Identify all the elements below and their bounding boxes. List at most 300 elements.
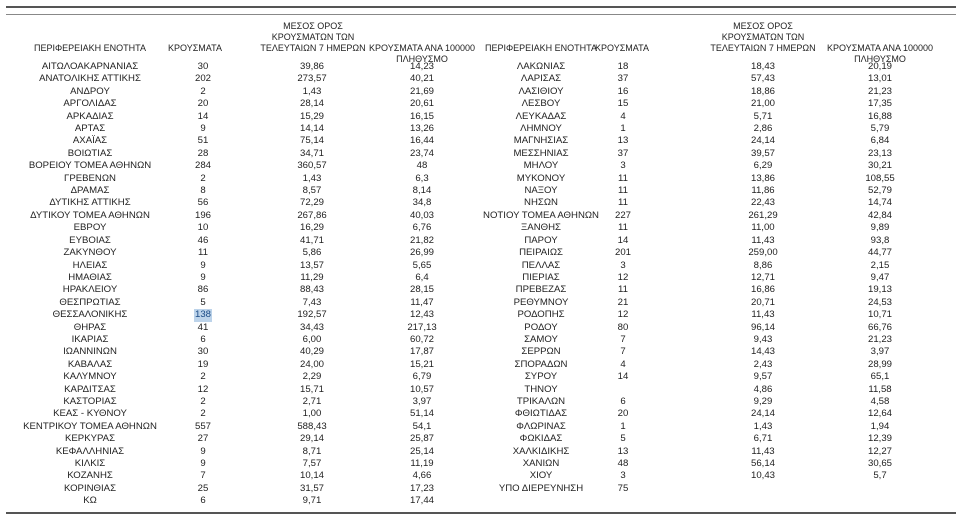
header-avg7-right [708,21,818,54]
header-per100k-line1: ΚΡΟΥΣΜΑΤΑ ΑΝΑ 100000 [369,43,475,53]
cell-region: ΛΑΣΙΘΙΟΥ [518,85,564,97]
cell-avg7: 11,86 [751,185,775,197]
cell-cases: 56 [197,197,209,209]
cell-avg7: 34,71 [299,147,325,159]
cell-region: ΥΠΟ ΔΙΕΡΕΥΝΗΣΗ [498,482,584,494]
header-per100k-line2: ΠΛΗΘΥΣΜΟ [854,54,906,64]
cell-cases: 12 [617,271,629,283]
table-row [480,160,960,172]
cell-per100k: 23,13 [867,147,893,159]
cell-cases: 5 [620,433,626,445]
cell-cases: 19 [197,358,209,370]
cell-cases: 3 [620,259,626,271]
cell-per100k: 21,23 [867,333,893,345]
cell-region: ΜΑΓΝΗΣΙΑΣ [513,135,569,147]
cell-cases: 15 [617,98,629,110]
table-row [480,470,960,482]
cell-per100k: 6,76 [412,222,432,234]
table-row [480,222,960,234]
table-row [480,297,960,309]
cell-per100k: 20,61 [409,98,435,110]
table-row [480,346,960,358]
table-row [480,334,960,346]
table-row [480,433,960,445]
table-row [480,61,960,73]
cell-region: ΝΑΞΟΥ [524,185,558,197]
cell-region: ΤΡΙΚΑΛΩΝ [516,395,566,407]
cell-cases: 48 [617,458,629,469]
cell-cases: 13 [617,135,629,147]
cell-avg7: 40,29 [299,346,325,358]
cell-region: ΛΕΣΒΟΥ [521,98,561,110]
cell-avg7: 34,43 [299,321,325,333]
cell-per100k: 11,19 [410,458,434,469]
cell-per100k: 10,57 [409,383,435,395]
cell-cases: 11 [618,185,628,197]
cell-region: ΙΚΑΡΙΑΣ [71,333,109,345]
table-row [480,111,960,123]
table-row [0,173,480,185]
cell-per100k: 26,99 [409,247,435,259]
table-row [480,173,960,185]
cell-cases: 557 [194,420,212,432]
cell-cases: 6 [200,495,206,507]
header-avg7-left [258,21,368,54]
header-region-right: ΠΕΡΙΦΕΡΕΙΑΚΗ ΕΝΟΤΗΤΑ [484,43,598,53]
header-per100k-line1: ΚΡΟΥΣΜΑΤΑ ΑΝΑ 100000 [827,43,933,53]
cell-per100k: 9,89 [870,222,890,234]
table-row [0,61,480,73]
cell-avg7: 75,14 [299,135,325,147]
table-row [0,421,480,433]
table-row [480,458,960,470]
cell-per100k: 17,87 [409,346,435,358]
table-row [480,359,960,371]
cell-avg7: 24,00 [299,358,325,370]
cell-cases: 6 [200,333,206,345]
cell-avg7: 2,43 [753,358,773,370]
cell-avg7: 39,57 [750,147,776,159]
table-row [0,197,480,209]
cell-region: ΣΑΜΟΥ [524,333,558,345]
cell-cases: 1 [620,123,626,135]
cell-region: ΠΡΕΒΕΖΑΣ [515,284,567,296]
cell-cases: 20 [617,408,629,420]
cell-cases: 11 [198,247,208,259]
cell-region: ΜΕΣΣΗΝΙΑΣ [513,147,569,159]
cell-per100k: 6,4 [415,271,429,283]
cell-region: ΧΙΟΥ [529,470,553,482]
table-row [480,483,960,495]
cell-avg7: 12,71 [750,271,776,283]
cell-per100k: 44,77 [867,247,893,259]
cell-cases: 25 [197,482,209,494]
cell-avg7: 21,00 [750,98,776,110]
cell-region: ΓΡΕΒΕΝΩΝ [64,172,116,184]
cell-cases: 37 [617,147,629,159]
cell-cases: 8 [200,185,206,197]
cell-avg7: 261,29 [748,209,778,221]
cell-region: ΒΟΙΩΤΙΑΣ [67,147,113,159]
cell-per100k: 11,47 [410,296,434,308]
cell-per100k: 21,69 [409,85,435,97]
cell-avg7: 1,43 [302,85,322,97]
header-per100k-line2: ΠΛΗΘΥΣΜΟ [396,54,448,64]
cell-cases: 12 [197,383,209,395]
cell-region: ΑΙΤΩΛΟΑΚΑΡΝΑΝΙΑΣ [41,61,139,72]
table-row [480,185,960,197]
table-row [480,396,960,408]
cell-avg7: 14,43 [750,346,776,358]
cell-region: ΚΩ [83,495,97,507]
cell-cases: 14 [617,234,629,246]
cell-cases: 75 [617,482,629,494]
cell-cases: 12 [617,309,629,321]
cell-region: ΜΥΚΟΝΟΥ [516,172,566,184]
cell-per100k: 25,14 [409,445,435,457]
table-row [0,371,480,383]
cell-avg7: 15,71 [299,383,325,395]
cell-per100k: 6,84 [870,135,890,147]
cell-avg7: 96,14 [750,321,776,333]
cell-cases: 4 [620,110,626,122]
cell-cases: 138 [194,309,212,321]
cell-region: ΑΧΑΪΑΣ [72,135,108,147]
cell-per100k: 17,44 [409,495,435,507]
cell-cases: 86 [197,284,209,296]
cell-per100k: 17,23 [409,482,435,494]
table-row [0,359,480,371]
cell-per100k: 42,84 [867,209,893,221]
cell-region: ΛΑΡΙΣΑΣ [520,73,562,85]
table-row [480,86,960,98]
cell-region: ΚΑΛΥΜΝΟΥ [63,371,117,383]
table-row [480,148,960,160]
cell-region: ΚΑΣΤΟΡΙΑΣ [63,395,117,407]
cell-per100k: 3,97 [412,395,432,407]
cell-region: ΚΕΑΣ - ΚΥΘΝΟΥ [53,408,127,420]
cell-region: ΠΑΡΟΥ [524,234,558,246]
cell-per100k: 23,74 [409,147,435,159]
cell-region: ΡΟΔΟΥ [524,321,558,333]
cell-region: ΚΕΝΤΡΙΚΟΥ ΤΟΜΕΑ ΑΘΗΝΩΝ [23,420,157,432]
cell-cases: 9 [200,259,206,271]
cell-avg7: 2,86 [753,123,773,135]
cell-avg7: 6,71 [753,433,773,445]
cell-region: ΚΟΖΑΝΗΣ [67,470,113,482]
cell-cases: 51 [197,135,209,147]
cell-avg7: 4,86 [753,383,773,395]
cell-per100k: 14,74 [867,197,893,209]
cell-cases: 11 [618,197,628,209]
cell-per100k: 15,21 [409,358,435,370]
cell-per100k: 93,8 [870,234,890,246]
cell-region: ΙΩΑΝΝΙΝΩΝ [63,346,117,358]
top-border-inner [6,14,956,15]
cell-per100k: 3,97 [870,346,890,358]
table-row [480,260,960,272]
cell-per100k: 11,58 [868,383,892,395]
cell-region: ΘΕΣΠΡΩΤΙΑΣ [59,296,121,308]
table-row [0,185,480,197]
cell-per100k: 6,79 [412,371,432,383]
cell-region: ΔΥΤΙΚΟΥ ΤΟΜΕΑ ΑΘΗΝΩΝ [30,209,150,221]
cell-per100k: 12,43 [409,309,435,321]
cell-cases: 2 [200,371,206,383]
table-row [480,322,960,334]
cell-region: ΑΡΓΟΛΙΔΑΣ [63,98,117,110]
cell-per100k: 51,14 [409,408,435,420]
cell-region: ΑΡΤΑΣ [74,123,106,135]
cell-region: ΦΩΚΙΔΑΣ [519,433,563,445]
cell-cases: 1 [620,420,626,432]
cell-region: ΛΑΚΩΝΙΑΣ [516,61,566,72]
cell-per100k: 12,39 [867,433,893,445]
cell-avg7: 9,71 [302,495,322,507]
cell-region: ΣΠΟΡΑΔΩΝ [514,358,568,370]
cell-avg7: 13,57 [299,259,325,271]
table-row [480,197,960,209]
cell-per100k: 4,66 [412,470,432,482]
header-avg7-line2: ΚΡΟΥΣΜΑΤΩΝ ΤΩΝ [271,32,355,42]
cell-avg7: 31,57 [299,482,325,494]
cell-per100k: 19,13 [867,284,893,296]
cell-avg7: 9,29 [753,395,773,407]
table-row [0,222,480,234]
cell-region: ΗΛΕΙΑΣ [72,259,108,271]
cell-avg7: 24,14 [750,408,776,420]
cell-cases: 9 [200,271,206,283]
cell-avg7: 15,29 [299,110,325,122]
cell-cases: 14 [197,110,209,122]
cell-avg7: 11,43 [751,234,775,246]
table-row [0,135,480,147]
cell-per100k: 25,87 [409,433,435,445]
cell-avg7: 18,43 [750,61,776,72]
table-row [0,470,480,482]
cell-per100k: 4,58 [870,395,890,407]
cell-avg7: 10,43 [750,470,776,482]
cell-avg7: 20,71 [750,296,776,308]
cell-per100k: 24,53 [867,296,893,308]
cell-cases: 227 [614,209,632,221]
cell-avg7: 18,86 [750,85,776,97]
table-row [0,148,480,160]
table-row [0,247,480,259]
cell-avg7: 57,43 [750,73,776,85]
table-row [0,73,480,85]
cell-cases: 5 [200,296,206,308]
table-row [0,384,480,396]
cell-avg7: 11,00 [751,222,775,234]
cell-avg7: 360,57 [297,160,327,172]
cell-cases: 10 [197,222,209,234]
cell-avg7: 9,43 [753,333,773,345]
cell-per100k: 13,01 [867,73,893,85]
header-region-left: ΠΕΡΙΦΕΡΕΙΑΚΗ ΕΝΟΤΗΤΑ [33,43,147,53]
header-cases-right: ΚΡΟΥΣΜΑΤΑ [595,43,649,53]
table-row [0,433,480,445]
table-row [0,483,480,495]
cell-per100k: 16,44 [409,135,435,147]
cell-per100k: 60,72 [409,333,435,345]
cell-region: ΕΥΒΟΙΑΣ [69,234,111,246]
cell-avg7: 9,57 [753,371,773,383]
cell-avg7: 11,43 [751,309,775,321]
cell-per100k: 40,21 [409,73,435,85]
cell-region: ΚΙΛΚΙΣ [74,458,106,469]
cell-region: ΛΗΜΝΟΥ [520,123,562,135]
cell-region: ΘΗΡΑΣ [73,321,107,333]
cell-cases: 11 [618,172,628,184]
table-row [480,210,960,222]
table-row [0,408,480,420]
cell-avg7: 13,86 [750,172,776,184]
cell-cases: 41 [197,321,209,333]
cell-cases: 9 [200,123,206,135]
top-border [6,6,956,8]
cell-per100k: 66,76 [867,321,893,333]
cell-avg7: 14,14 [299,123,325,135]
cell-per100k: 28,15 [409,284,435,296]
table-row [480,272,960,284]
cell-avg7: 588,43 [297,420,327,432]
cell-region: ΞΑΝΘΗΣ [521,222,561,234]
cell-region: ΠΕΙΡΑΙΩΣ [519,247,563,259]
cell-avg7: 267,86 [297,209,327,221]
cell-avg7: 29,14 [299,433,325,445]
cell-cases: 11 [618,284,628,296]
cell-avg7: 39,86 [299,61,325,72]
table-row [0,235,480,247]
cell-cases: 9 [200,445,206,457]
cell-region: ΚΟΡΙΝΘΙΑΣ [63,482,117,494]
table-left [0,61,480,508]
cell-per100k: 8,14 [412,185,432,197]
table-row [480,123,960,135]
cell-avg7: 11,43 [751,445,775,457]
header-avg7-line3: ΤΕΛΕΥΤΑΙΩΝ 7 ΗΜΕΡΩΝ [710,43,816,53]
cell-cases: 27 [197,433,209,445]
cell-cases: 7 [620,333,626,345]
cell-per100k: 17,35 [867,98,893,110]
table-row [0,396,480,408]
cell-region: ΤΗΝΟΥ [524,383,558,395]
cell-per100k: 52,79 [867,185,893,197]
cell-cases: 37 [617,73,629,85]
cell-cases: 2 [200,408,206,420]
cell-avg7: 192,57 [297,309,327,321]
cell-per100k: 12,27 [867,445,893,457]
table-row [480,284,960,296]
cell-avg7: 2,71 [302,395,322,407]
cell-region: ΡΕΘΥΜΝΟΥ [513,296,569,308]
cell-per100k: 16,88 [867,110,893,122]
table-row [480,371,960,383]
cell-per100k: 30,21 [867,160,893,172]
cell-cases: 3 [620,160,626,172]
cell-region: ΣΥΡΟΥ [524,371,558,383]
header-avg7-line3: ΤΕΛΕΥΤΑΙΩΝ 7 ΗΜΕΡΩΝ [260,43,366,53]
cell-avg7: 5,86 [302,247,322,259]
cell-per100k: 6,3 [415,172,429,184]
cell-region: ΕΒΡΟΥ [73,222,107,234]
table-row [0,322,480,334]
table-row [0,458,480,470]
cell-avg7: 28,14 [299,98,325,110]
cell-cases: 9 [200,458,206,469]
cell-per100k: 5,65 [412,259,432,271]
cell-cases: 196 [194,209,212,221]
cell-region: ΗΡΑΚΛΕΙΟΥ [62,284,118,296]
cell-per100k: 1,94 [870,420,890,432]
cell-cases: 20 [197,98,209,110]
cell-per100k: 34,8 [412,197,432,209]
table-row [0,98,480,110]
cell-avg7: 8,57 [302,185,322,197]
table-row [480,421,960,433]
cell-avg7: 11,29 [300,271,324,283]
cell-per100k: 65,1 [870,371,890,383]
cell-per100k: 108,55 [865,172,895,184]
cell-region: ΑΝΑΤΟΛΙΚΗΣ ΑΤΤΙΚΗΣ [39,73,141,85]
cell-per100k: 21,82 [409,234,435,246]
cell-region: ΠΕΛΛΑΣ [521,259,561,271]
cell-cases: 16 [617,85,629,97]
cell-per100k: 5,79 [870,123,890,135]
cell-avg7: 72,29 [299,197,325,209]
table-row [480,384,960,396]
cell-region: ΒΟΡΕΙΟΥ ΤΟΜΕΑ ΑΘΗΝΩΝ [28,160,152,172]
cell-avg7: 16,86 [750,284,776,296]
cell-cases: 284 [194,160,212,172]
table-row [0,123,480,135]
cell-region: ΣΕΡΡΩΝ [521,346,561,358]
table-row [0,210,480,222]
cell-per100k: 10,71 [867,309,893,321]
cell-region: ΖΑΚΥΝΘΟΥ [63,247,117,259]
cell-avg7: 8,71 [302,445,322,457]
cell-cases: 13 [617,445,629,457]
cell-cases: 2 [200,395,206,407]
cell-region: ΚΕΡΚΥΡΑΣ [64,433,116,445]
cell-region: ΑΝΔΡΟΥ [70,85,110,97]
table-row [0,297,480,309]
cell-region: ΦΛΩΡΙΝΑΣ [516,420,566,432]
cell-per100k: 40,03 [409,209,435,221]
table-row [0,346,480,358]
cell-region: ΝΗΣΩΝ [524,197,558,209]
table-row [480,408,960,420]
cell-cases: 46 [197,234,209,246]
cell-region: ΠΙΕΡΙΑΣ [522,271,560,283]
header-avg7-line2: ΚΡΟΥΣΜΑΤΩΝ ΤΩΝ [721,32,805,42]
table-row [0,272,480,284]
cell-cases: 7 [620,346,626,358]
cell-region: ΚΕΦΑΛΛΗΝΙΑΣ [55,445,125,457]
cell-per100k: 12,64 [867,408,893,420]
cell-region: ΑΡΚΑΔΙΑΣ [66,110,114,122]
cell-cases: 7 [200,470,206,482]
cell-cases: 28 [197,147,209,159]
table-row [0,160,480,172]
cell-cases: 201 [614,247,632,259]
cell-per100k: 20,19 [867,61,893,72]
cell-per100k: 9,47 [870,271,890,283]
table-row [0,111,480,123]
cell-avg7: 88,43 [299,284,325,296]
header-avg7-line1: ΜΕΣΟΣ ΟΡΟΣ [733,21,793,31]
